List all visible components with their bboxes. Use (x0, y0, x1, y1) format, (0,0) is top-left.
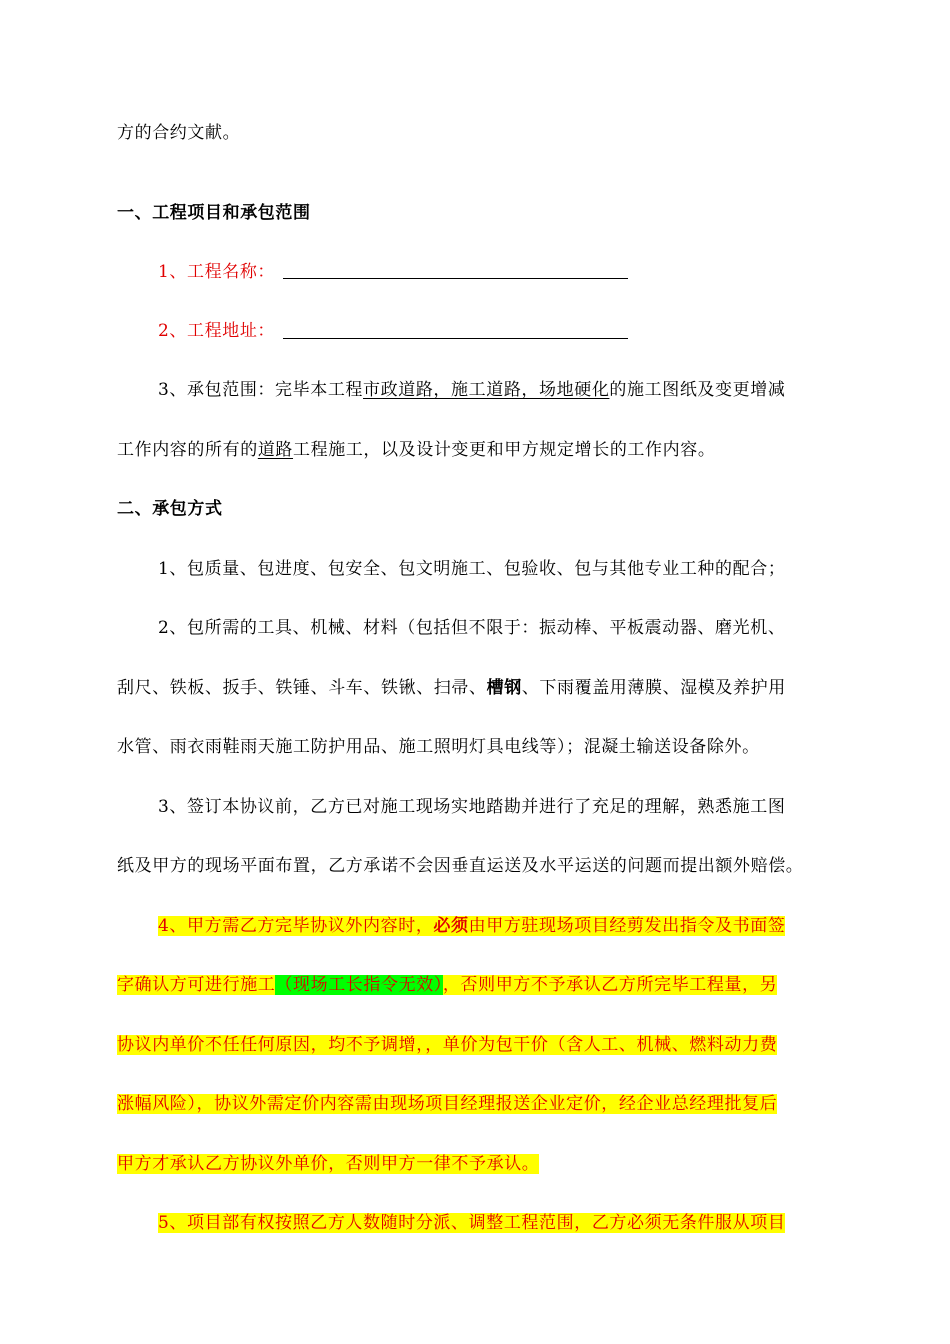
item4-text-line5: 甲方才承认乙方协议外单价，否则甲方一律不予承认。 (117, 1154, 540, 1174)
method-item-2-line-1: 2、包所需的工具、机械、材料（包括但不限于：振动棒、平板震动器、磨光机、 (158, 618, 786, 638)
scope-line-2 (117, 437, 715, 463)
section2-heading: 二、承包方式 (117, 499, 223, 519)
method-item-2-line-2 (117, 675, 786, 701)
section1-heading: 一、工程项目和承包范围 (117, 203, 311, 223)
method-item-4-line-5 (117, 1151, 539, 1177)
item4-text-line3: 协议内单价不任任何原因，均不予调增，，单价为包干价（含人工、机械、燃料动力费 (117, 1035, 778, 1055)
item4-text-line4: 涨幅风险），协议外需定价内容需由现场项目经理报送企业定价，经企业总经理批复后 (117, 1094, 778, 1114)
item5-text-line1: 5、项目部有权按照乙方人数随时分派、调整工程范围，乙方必须无条件服从项目 (158, 1213, 786, 1233)
method-item-2-line-3: 水管、雨衣雨鞋雨天施工防护用品、施工照明灯具电线等）；混凝土输送设备除外。 (117, 737, 760, 757)
channel-steel-text: 槽钢 (486, 678, 522, 698)
scope-text-road: 道路 (257, 440, 294, 460)
method-item-4-line-3 (117, 1032, 777, 1058)
item4-foreman-note: （现场工长指令无效） (275, 975, 443, 995)
method-item-3-line-2: 纸及甲方的现场平面布置，乙方承诺不会因垂直运送及水平运送的问题而提出额外赔偿。 (117, 856, 804, 876)
method-item-4-line-1 (158, 913, 785, 939)
method-item-5-line-1 (158, 1210, 785, 1236)
scope-text-a: 3、承包范围：完毕本工程 (158, 380, 364, 400)
item4-text-c: 由甲方驻现场项目经剪发出指令及书面签 (468, 916, 786, 936)
scope-line-1 (158, 377, 785, 403)
project-address-label: 2、工程地址： (158, 321, 276, 341)
scope-text-f: 工程施工，以及设计变更和甲方规定增长的工作内容。 (293, 440, 716, 460)
tools-list-text-cont: 、下雨覆盖用薄膜、湿模及养护用 (521, 678, 786, 698)
tools-list-text: 刮尺、铁板、扳手、铁锤、斗车、铁锹、扫帚、 (117, 678, 487, 698)
method-item-3-line-1: 3、签订本协议前，乙方已对施工现场实地踏勘并进行了充足的理解，熟悉施工图 (158, 797, 786, 817)
item4-text-a: 4、甲方需乙方完毕协议外内容时， (158, 916, 434, 936)
item4-text-d: 字确认方可进行施工 (117, 975, 276, 995)
intro-tail-text: 方的合约文献。 (117, 123, 241, 143)
scope-text-underlined: 市政道路，施工道路，场地硬化 (363, 380, 610, 400)
scope-text-d: 工作内容的所有的 (117, 440, 258, 460)
method-item-1: 1、包质量、包进度、包安全、包文明施工、包验收、包与其他专业工种的配合； (158, 559, 786, 579)
project-name-blank-line (283, 278, 628, 279)
item4-must-text: 必须 (433, 916, 469, 936)
scope-text-c: 的施工图纸及变更增减 (609, 380, 786, 400)
method-item-4-line-4 (117, 1091, 777, 1117)
item4-text-f: ，否则甲方不予承认乙方所完毕工程量，另 (442, 975, 778, 995)
method-item-4-line-2 (117, 972, 777, 998)
project-address-blank-line (283, 338, 628, 339)
project-name-label: 1、工程名称： (158, 262, 276, 282)
